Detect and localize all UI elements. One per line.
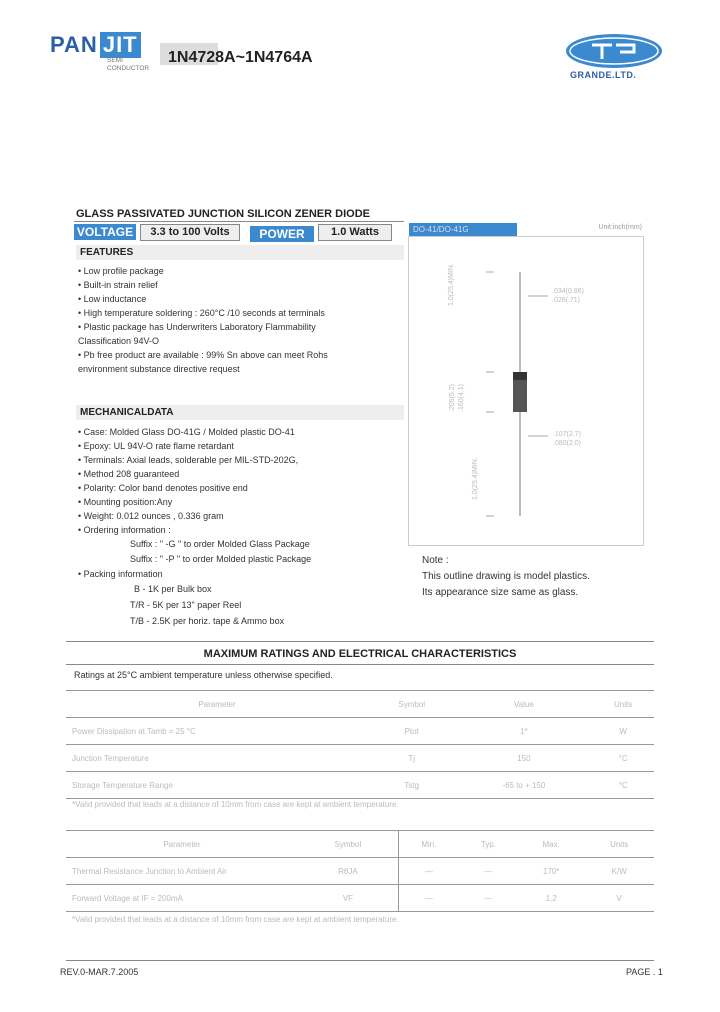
features-list <box>78 264 328 376</box>
dim-text: .028(.71) <box>552 297 581 304</box>
table-cell: 1* <box>455 718 592 745</box>
grande-text: GRANDE.LTD. <box>570 70 637 80</box>
logo-sub-conductor: CONDUCTOR <box>107 65 150 72</box>
mechanical-item: • Method 208 guaranteed <box>78 469 180 479</box>
dim-text: .205(5.2) <box>449 383 456 412</box>
dim-text: .034(0.86) <box>552 288 584 295</box>
table-header-cell: Value <box>455 691 592 718</box>
table-header-cell: Parameter <box>66 831 298 858</box>
table-cell: Tstg <box>368 772 455 799</box>
logo-subtitle <box>107 57 167 73</box>
outline-drawing <box>408 236 644 546</box>
mechanical-item: • Case: Molded Glass DO-41G / Molded plastic DO-41 <box>78 427 295 437</box>
package-label: DO-41/DO-41G <box>409 223 517 236</box>
dim-lead-diameter <box>552 287 584 305</box>
panjit-logo <box>50 32 141 58</box>
note <box>422 553 590 601</box>
revision-text: REV.0-MAR.7.2005 <box>60 967 139 977</box>
table-cell: Junction Temperature <box>66 745 368 772</box>
ratings-rule <box>66 664 654 665</box>
note-line: This outline drawing is model plastics. <box>422 571 590 582</box>
note-title: Note : <box>422 555 449 566</box>
package-units: Unit:inch(mm) <box>598 224 642 231</box>
table-header-cell: Max. <box>518 831 585 858</box>
page-number: PAGE . 1 <box>626 967 663 977</box>
table-cell: -65 to + 150 <box>455 772 592 799</box>
dim-text: .107(2.7) <box>553 431 582 438</box>
table-cell: — <box>398 858 459 885</box>
table-cell: Tj <box>368 745 455 772</box>
feature-item: • Plastic package has Underwriters Laboratory Flammability <box>78 322 316 332</box>
table-header-cell: Units <box>592 691 654 718</box>
table-cell: Storage Temperature Range <box>66 772 368 799</box>
mechanical-item: • Weight: 0.012 ounces , 0.336 gram <box>78 511 224 521</box>
mechanical-item: • Epoxy: UL 94V-O rate flame retardant <box>78 441 234 451</box>
table-header-row <box>66 831 654 858</box>
electrical-table <box>66 830 654 912</box>
footer-rule <box>66 960 654 961</box>
dim-length-bottom: 1.0(25.4)MIN. <box>472 457 479 500</box>
table-cell: — <box>459 858 518 885</box>
table-row <box>66 885 654 912</box>
feature-item: • Low inductance <box>78 294 147 304</box>
table-cell: °C <box>592 772 654 799</box>
logo-pan-text: PAN <box>50 32 98 57</box>
ratings-table <box>66 690 654 799</box>
table-cell: W <box>592 718 654 745</box>
table-header-cell: Parameter <box>66 691 368 718</box>
ratings-subtitle: Ratings at 25°C ambient temperature unless otherwise specified. <box>74 670 333 680</box>
note-line: Its appearance size same as glass. <box>422 587 579 598</box>
table-cell: 150 <box>455 745 592 772</box>
voltage-value: 3.3 to 100 Volts <box>140 224 240 241</box>
table-cell: 1.2 <box>518 885 585 912</box>
table-cell: VF <box>298 885 398 912</box>
mechanical-item: • Terminals: Axial leads, solderable per MIL-STD-202G, <box>78 455 299 465</box>
dim-body-diameter <box>553 430 581 448</box>
voltage-label: VOLTAGE <box>74 224 136 240</box>
ratings-rule <box>66 641 654 642</box>
mechanical-list <box>78 425 311 629</box>
mechanical-item: • Ordering information : <box>78 525 171 535</box>
dim-text: .160(4.1) <box>458 383 465 412</box>
feature-item: • Built-in strain relief <box>78 280 158 290</box>
table-cell: Power Dissipation at Tamb = 25 °C <box>66 718 368 745</box>
table-cell: °C <box>592 745 654 772</box>
feature-item: environment substance directive request <box>78 364 240 374</box>
table-cell: V <box>584 885 654 912</box>
table-note: *Valid provided that leads at a distance of 10mm from case are kept at ambient temperature. <box>72 800 399 809</box>
heading-rule <box>74 221 404 222</box>
table-header-row <box>66 691 654 718</box>
cathode-band <box>513 372 527 380</box>
dim-text: .080(2.0) <box>553 440 582 447</box>
features-title: FEATURES <box>76 245 404 260</box>
logo-sub-semi: SEMI <box>107 57 123 64</box>
logo-jit-text: JIT <box>100 32 141 58</box>
feature-item: • Pb free product are available : 99% Sn above can meet Rohs <box>78 350 328 360</box>
table-cell: 170* <box>518 858 585 885</box>
packing-item: T/R - 5K per 13" paper Reel <box>130 600 242 610</box>
packing-item: B - 1K per Bulk box <box>134 584 212 594</box>
power-label: POWER <box>250 226 314 242</box>
mechanical-item: • Polarity: Color band denotes positive end <box>78 483 248 493</box>
power-value: 1.0 Watts <box>318 224 392 241</box>
feature-item: Classification 94V-O <box>78 336 160 346</box>
table-cell: K/W <box>584 858 654 885</box>
grande-logo-mark-icon <box>566 34 662 68</box>
dim-body-length <box>448 384 466 412</box>
table-header-cell: Units <box>584 831 654 858</box>
mechanical-title: MECHANICALDATA <box>76 405 404 420</box>
mechanical-item: • Mounting position:Any <box>78 497 173 507</box>
table-header-cell: Typ. <box>459 831 518 858</box>
table-header-cell: Symbol <box>298 831 398 858</box>
packing-item: T/B - 2.5K per horiz. tape & Ammo box <box>130 616 285 626</box>
table-cell: — <box>459 885 518 912</box>
table-cell: Ptot <box>368 718 455 745</box>
document-heading: GLASS PASSIVATED JUNCTION SILICON ZENER DIODE <box>76 208 370 220</box>
table-row <box>66 718 654 745</box>
table-row <box>66 745 654 772</box>
table-row <box>66 858 654 885</box>
feature-item: • High temperature soldering : 260°C /10 seconds at terminals <box>78 308 325 318</box>
table-cell: — <box>398 885 459 912</box>
table-header-cell: Symbol <box>368 691 455 718</box>
grande-logo <box>566 34 662 68</box>
packing-title: • Packing information <box>78 569 163 579</box>
table-row <box>66 772 654 799</box>
table-cell: Thermal Resistance Junction to Ambient Air <box>66 858 298 885</box>
dim-length-top: 1.0(25.4)MIN. <box>448 263 455 306</box>
ratings-title: MAXIMUM RATINGS AND ELECTRICAL CHARACTERISTICS <box>203 648 517 660</box>
part-number-title: 1N4728A~1N4764A <box>168 49 313 66</box>
table-note: *Valid provided that leads at a distance of 10mm from case are kept at ambient temperature. <box>72 915 399 924</box>
table-cell: Forward Voltage at IF = 200mA <box>66 885 298 912</box>
suffix-line: Suffix : " -G " to order Molded Glass Package <box>130 539 310 549</box>
suffix-line: Suffix : " -P " to order Molded plastic Package <box>130 554 312 564</box>
feature-item: • Low profile package <box>78 266 164 276</box>
table-header-cell: Min. <box>398 831 459 858</box>
table-cell: RθJA <box>298 858 398 885</box>
